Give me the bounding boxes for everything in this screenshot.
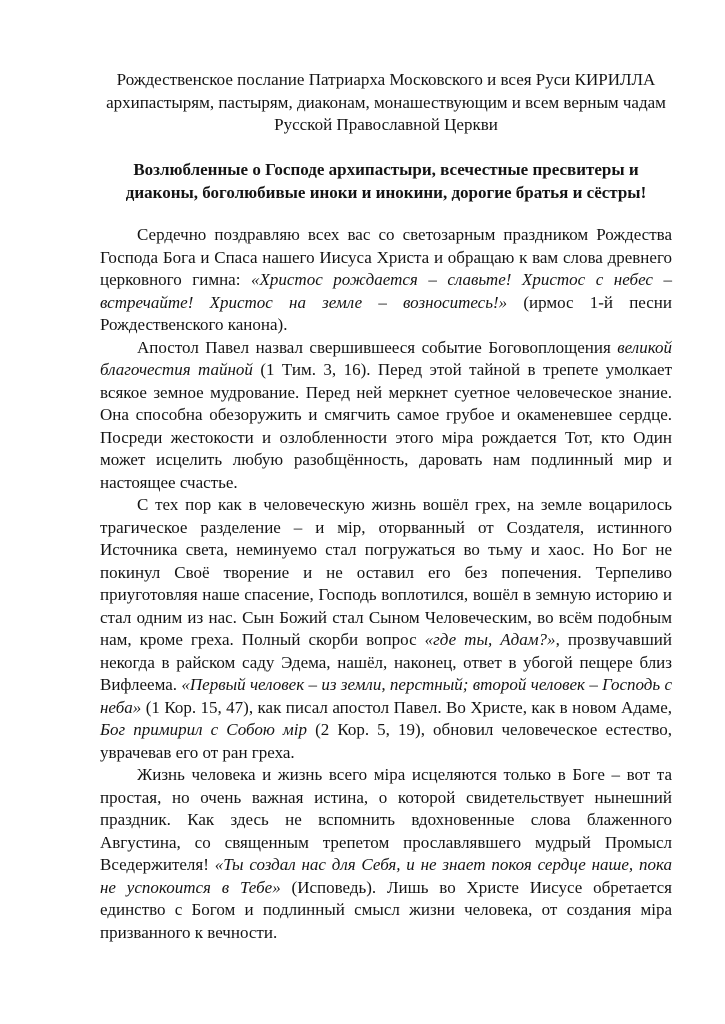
salutation-line-1: Возлюбленные о Господе архипастыри, всечестные пресвитеры и: [133, 160, 639, 179]
paragraph-augustine: Жизнь человека и жизнь всего міра исцеляются только в Боге – вот та простая, но очень важная истина, о которой свидетельствует нынешний праздник. Как здесь не вспомнить вдохновенные слова блаженного Августина, со священным трепетом прославлявшего мудрый Промысл Вседержителя! «Ты создал нас для Себя, и не знает покоя сердце наше, пока не успокоится в Тебе» (Исповедь). Лишь во Христе Иисусе обретается единство с Богом и подлинный смысл жизни человека, от создания міра призванного к вечности.: [100, 765, 672, 942]
paragraph-mystery: Апостол Павел назвал свершившееся событие Боговоплощения великой благочестия тайной (1 Тим. 3, 16). Перед этой тайной в трепете умолкает всякое земное мудрование. Перед ней меркнет суетное человеческое знание. Она способна обезоружить и смягчить самое грубое и окаменевшее сердце. Посреди жестокости и озлобленности этого міра рождается Тот, кто Один может исцелить любую разобщённость, даровать нам подлинный мир и настоящее счастье.: [100, 337, 672, 492]
document-body: [100, 224, 672, 944]
title-line-3: Русской Православной Церкви: [274, 115, 498, 134]
title-line-1: Рождественское послание Патриарха Московского и всея Руси КИРИЛЛА: [116, 70, 656, 89]
title-line-2: архипастырям, пастырям, диаконам, монашествующим и всем верным чадам: [106, 92, 666, 112]
salutation-heading: [100, 159, 672, 204]
paragraph-greeting: Сердечно поздравляю всех вас со светозарным праздником Рождества Господа Бога и Спаса нашего Иисуса Христа и обращаю к вам слова древнего церковного гимна: «Христос рождается – славьте! Христос с небес – встречайте! Христос на земле – возноситесь!» (ирмос 1-й песни Рождественского канона).: [100, 225, 672, 334]
paragraph-incarnation: С тех пор как в человеческую жизнь вошёл грех, на земле воцарилось трагическое разделение – и мір, оторванный от Создателя, истинного Источника света, неминуемо стал погружаться во тьму и хаос. Но Бог не покинул Своё творение и не оставил его без попечения. Терпеливо приуготовляя наше спасение, Господь воплотился, вошёл в земную историю и стал одним из нас. Сын Божий стал Сыном Человеческим, во всём подобным нам, кроме греха. Полный скорби вопрос «где ты, Адам?», прозвучавший некогда в райском саду Эдема, нашёл, наконец, ответ в убогой пещере близ Вифлеема. «Первый человек – из земли, перстный; второй человек – Господь с неба» (1 Кор. 15, 47), как писал апостол Павел. Во Христе, как в новом Адаме, Бог примирил с Собою мір (2 Кор. 5, 19), обновил человеческое естество, уврачевав его от ран греха.: [100, 495, 672, 762]
salutation-line-2: диаконы, боголюбивые иноки и инокини, дорогие братья и сёстры!: [125, 182, 647, 202]
document-title: [100, 69, 672, 137]
